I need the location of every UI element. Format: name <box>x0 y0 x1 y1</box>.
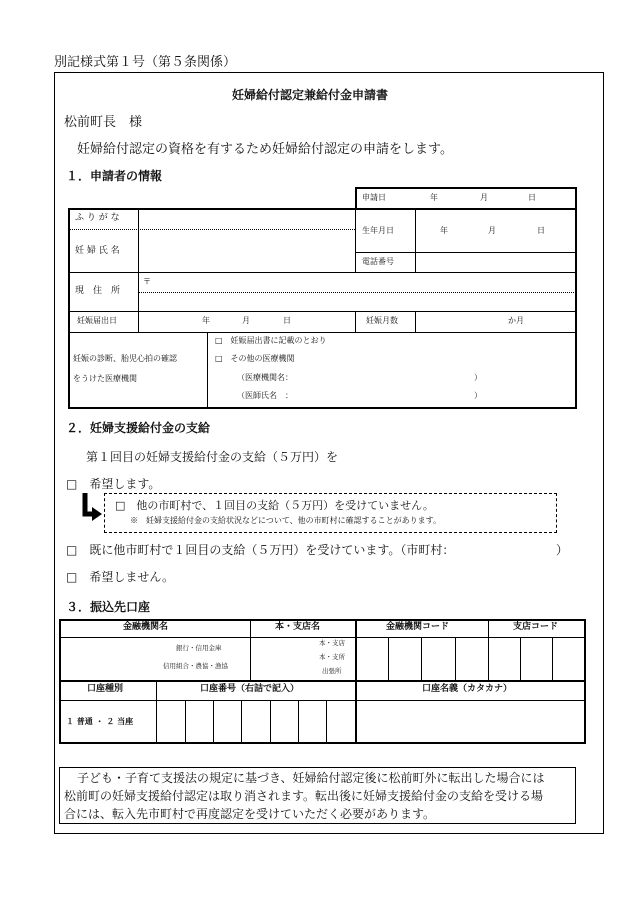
section2-heading: ２．妊婦支援給付金の支給 <box>66 421 211 435</box>
postal-mark: 〒 <box>143 277 151 286</box>
option-already-checkbox[interactable]: □ 既に他市町村で１回目の支給（５万円）を受けています。（市町村： <box>66 543 455 557</box>
bank-type-1: 銀行・信用金庫 <box>176 644 222 652</box>
address-input[interactable] <box>140 274 574 310</box>
addressee: 松前町長 様 <box>64 115 143 130</box>
account-name-header: 口座名義（カタカナ） <box>422 684 513 694</box>
bank-code-header: 金融機関コード <box>386 622 450 632</box>
pregnancy-report-date-input[interactable] <box>140 313 354 331</box>
bank-type-2: 信用組合・農協・漁協 <box>163 662 228 670</box>
institution-close-paren: ） <box>474 373 482 382</box>
application-day-unit: 日 <box>528 193 536 202</box>
branch-name-header: 本・支店名 <box>275 622 321 632</box>
option-no-checkbox[interactable]: □ 希望しません。 <box>66 570 175 584</box>
name-label: 妊 婦 氏 名 <box>75 246 120 256</box>
branch-type-3: 出張所 <box>322 667 342 675</box>
phone-input[interactable] <box>417 254 574 271</box>
section3-heading: ３．振込先口座 <box>66 600 151 614</box>
application-month-unit: 月 <box>480 193 488 202</box>
bank-name-header: 金融機関名 <box>123 622 169 632</box>
application-day-field[interactable] <box>500 189 530 206</box>
account-number-input[interactable] <box>158 702 354 742</box>
municipality-close-paren: ） <box>556 543 569 557</box>
pregnancy-months-input[interactable] <box>417 313 574 331</box>
address-label: 現 住 所 <box>75 286 121 296</box>
report-month-unit: 月 <box>242 316 250 325</box>
arrow-down-right-icon <box>78 492 104 526</box>
birth-day-unit: 日 <box>537 226 545 235</box>
account-name-input[interactable] <box>358 702 584 742</box>
form-title: 妊婦給付認定兼給付金申請書 <box>232 88 389 102</box>
intro-text: 妊婦給付認定の資格を有するため妊婦給付認定の申請をします。 <box>77 142 453 157</box>
institution-name-label: （医療機関名： <box>237 373 293 382</box>
branch-code-header: 支店コード <box>513 622 559 632</box>
branch-type-1: 本・支店 <box>319 639 345 647</box>
furigana-input[interactable] <box>140 211 354 228</box>
account-number-header: 口座番号（右詰で記入） <box>200 684 300 694</box>
pregnancy-months-label: 妊娠月数 <box>366 316 398 325</box>
form-number: 別記様式第１号（第５条関係） <box>54 55 237 70</box>
months-unit: か月 <box>508 316 524 325</box>
birth-month-unit: 月 <box>488 226 496 235</box>
sub-option-checkbox[interactable]: □ 他の市町村で、１回目の支給（５万円）を受けていません。 <box>115 499 434 512</box>
medical-option-other[interactable]: □ その他の医療機関 <box>215 354 295 363</box>
doctor-name-label: （医師氏名 ： <box>237 391 293 400</box>
application-date-label: 申請日 <box>362 193 386 202</box>
medical-label-line1: 妊娠の診断、胎児心拍の確認 <box>73 354 177 363</box>
section1-heading: １．申請者の情報 <box>66 169 163 183</box>
notice-line3: 合には、転入先市町村で再度認定を受けていただく必要があります。 <box>64 807 436 821</box>
report-year-unit: 年 <box>202 316 210 325</box>
report-day-unit: 日 <box>283 316 291 325</box>
doctor-close-paren: ） <box>474 391 482 400</box>
medical-option-same[interactable]: □ 妊娠届出書に記載のとおり <box>215 336 327 345</box>
medical-label-line2: をうけた医療機関 <box>73 374 137 383</box>
name-input[interactable] <box>140 231 354 271</box>
sub-option-note: ※ 妊婦支援給付金の支給状況などについて、他の市町村に確認することがあります。 <box>130 516 442 525</box>
application-year-field[interactable] <box>420 189 450 206</box>
branch-type-2: 本・支所 <box>319 653 345 661</box>
branch-code-input[interactable] <box>490 639 584 679</box>
first-payment-text: 第１回目の妊婦支援給付金の支給（５万円）を <box>86 450 339 464</box>
notice-line2: 松前町の妊婦支援給付認定は取り消されます。転出後に妊婦支援給付金の支給を受ける場 <box>64 789 544 803</box>
birthdate-label: 生年月日 <box>362 226 394 235</box>
furigana-label: ふ り が な <box>75 213 120 223</box>
branch-name-input[interactable] <box>252 639 312 679</box>
bank-name-input[interactable] <box>61 639 249 679</box>
phone-label: 電話番号 <box>362 257 394 266</box>
pregnancy-report-label: 妊娠届出日 <box>77 316 117 325</box>
notice-line1: 子ども・子育て支援法の規定に基づき、妊婦給付認定後に松前町外に転出した場合には <box>77 771 545 785</box>
application-year-unit: 年 <box>430 193 438 202</box>
application-month-field[interactable] <box>455 189 485 206</box>
birthdate-input[interactable] <box>417 211 574 251</box>
account-type-header: 口座種別 <box>87 684 124 694</box>
account-type-value[interactable]: １ 普通 ・ ２ 当座 <box>66 717 134 726</box>
birth-year-unit: 年 <box>440 226 448 235</box>
option-wish-checkbox[interactable]: □ 希望します。 <box>66 477 161 491</box>
bank-code-input[interactable] <box>358 639 487 679</box>
